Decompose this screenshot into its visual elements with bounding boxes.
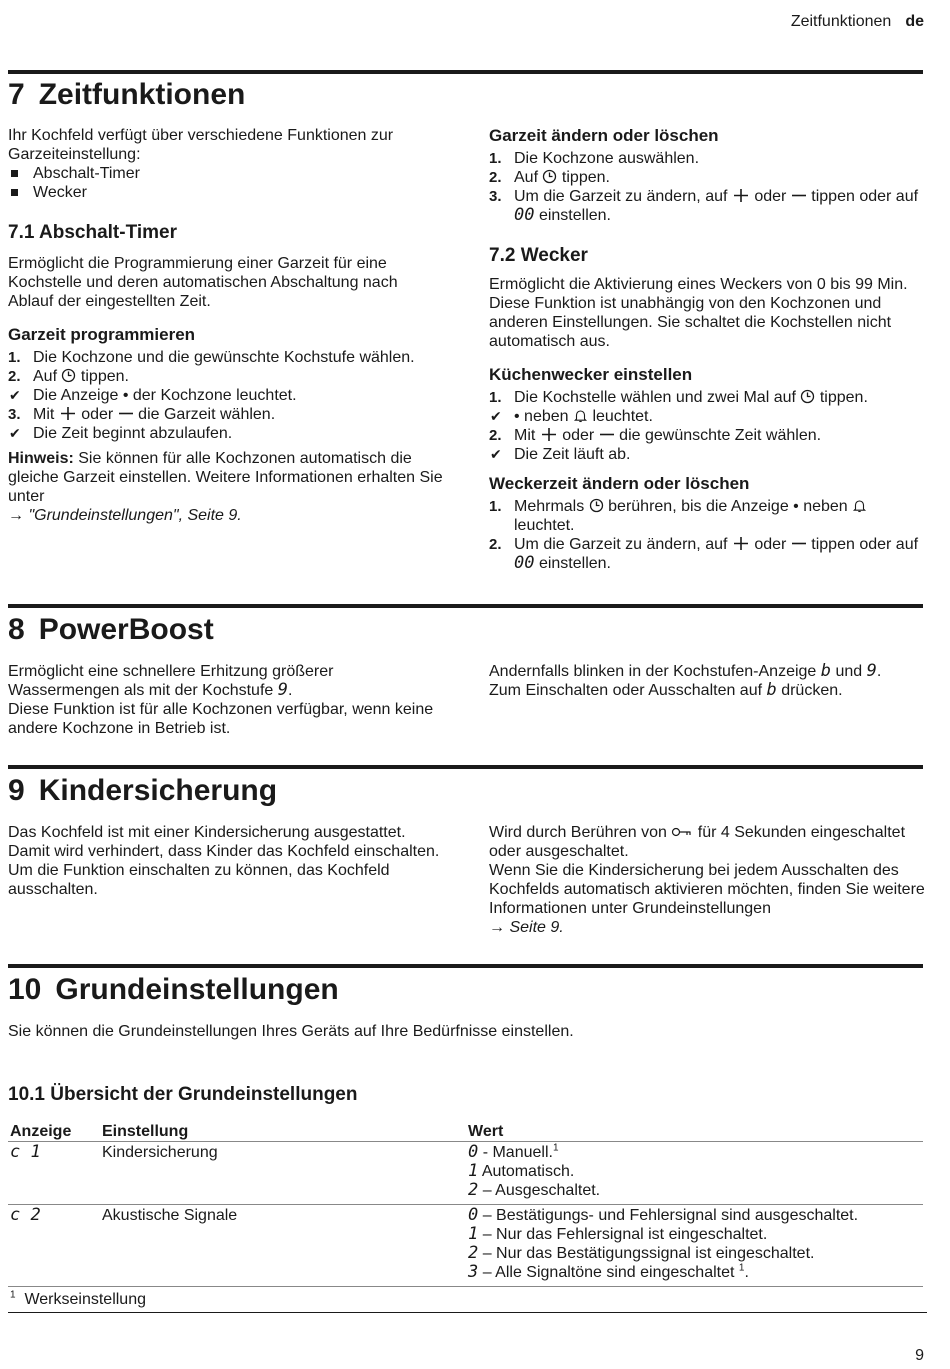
list-item: 2. Um die Garzeit zu ändern, auf oder tippen oder auf 00 einstellen. <box>489 536 919 573</box>
list-item: Wecker <box>8 183 444 202</box>
list-item: Abschalt-Timer <box>8 164 444 183</box>
segment-display: 00 <box>514 553 535 573</box>
plus-icon <box>59 406 77 421</box>
s8-l1: Ermöglicht eine schnellere Erhitzung größerer Wassermengen als mit der Kochstufe 9. <box>8 663 334 700</box>
section-9-right-column <box>489 823 925 937</box>
segment-display: 00 <box>514 205 535 225</box>
timer-icon <box>589 498 604 513</box>
check-icon: ✔ <box>9 387 21 403</box>
table-cell: Akustische Signale <box>100 1205 466 1287</box>
s8-l2: Diese Funktion ist für alle Kochzonen verfügbar, wenn keine andere Kochzone in Betrieb ist. <box>8 701 434 737</box>
change-title: Garzeit ändern oder löschen <box>489 126 719 145</box>
page-number: 9 <box>915 1347 924 1364</box>
header-section: Zeitfunktionen <box>790 13 892 30</box>
list-item: 1. Mehrmals berühren, bis die Anzeige • neben leuchtet. <box>489 497 925 535</box>
table-row <box>8 1205 923 1287</box>
s8-r2: Zum Einschalten oder Ausschalten auf b drücken. <box>489 680 843 700</box>
table-header-row <box>8 1121 923 1142</box>
plus-icon <box>732 536 750 551</box>
section-rule <box>8 604 923 608</box>
timer-icon <box>542 169 557 184</box>
s71-text: Ermöglicht die Programmierung einer Garzeit für eine Kochstelle und deren automatischen Abschaltung nach Ablauf der eingestellten Zeit. <box>8 255 398 310</box>
plus-icon <box>540 427 558 442</box>
list-item: ✔ • neben leuchtet. <box>490 408 653 425</box>
s10-intro: Sie können die Grundeinstellungen Ihres Geräts auf Ihre Bedürfnisse einstellen. <box>8 1023 574 1040</box>
s71-title: 7.1 Abschalt-Timer <box>8 222 177 243</box>
minus-icon <box>791 188 807 203</box>
settings-table <box>8 1121 923 1287</box>
s9-r2: Wenn Sie die Kindersicherung bei jedem Ausschalten des Kochfelds automatisch aktivieren möchten, finden Sie weitere Informationen unter Grundeinstellungen → Seite 9. <box>489 862 925 936</box>
timer-icon <box>61 368 76 383</box>
s9-l2: Um die Funktion einschalten zu können, das Kochfeld ausschalten. <box>8 862 390 898</box>
list-item: 1. Die Kochstelle wählen und zwei Mal auf tippen. <box>489 389 868 406</box>
segment-display: b <box>820 661 832 681</box>
prog-title: Garzeit programmieren <box>8 325 196 344</box>
s72-title: 7.2 Wecker <box>489 245 588 266</box>
table-header: Wert <box>466 1121 923 1142</box>
bell-icon <box>573 408 588 423</box>
list-item: 2. Auf tippen. <box>489 169 610 186</box>
section-7-left-column <box>8 126 444 525</box>
hint: Hinweis: Sie können für alle Kochzonen automatisch die gleiche Garzeit einstellen. Weitere Informationen erhalten Sie unter → "Grundeinstellungen", Seite 9. <box>8 450 443 524</box>
kw-title: Küchenwecker einstellen <box>489 365 693 384</box>
bell-icon <box>852 498 867 513</box>
hint-link[interactable]: "Grundeinstellungen", Seite 9. <box>28 507 242 524</box>
section-rule <box>8 70 923 74</box>
list-item: ✔ Die Zeit läuft ab. <box>490 446 631 463</box>
list-item: 1. Die Kochzone und die gewünschte Kochstufe wählen. <box>8 349 415 366</box>
segment-display: c 2 <box>10 1205 41 1225</box>
section-8-title: 8 PowerBoost <box>8 613 214 646</box>
check-icon: ✔ <box>490 446 502 462</box>
segment-display: 9 <box>866 661 877 681</box>
list-item: ✔ Die Anzeige • der Kochzone leuchtet. <box>9 387 297 404</box>
list-item: 2. Mit oder die gewünschte Zeit wählen. <box>489 427 822 444</box>
check-icon: ✔ <box>9 425 21 441</box>
wz-title: Weckerzeit ändern oder löschen <box>489 474 750 493</box>
minus-icon <box>118 406 134 421</box>
s72-text: Ermöglicht die Aktivierung eines Weckers von 0 bis 99 Min. Diese Funktion ist unabhängig von den Kochzonen und anderen Einstellungen. Sie schaltet die Kochstellen nicht automatisch aus. <box>489 276 908 350</box>
s9-r1: Wird durch Berühren von für 4 Sekunden eingeschaltet oder ausgeschaltet. <box>489 824 906 860</box>
s9-l1: Das Kochfeld ist mit einer Kindersicherung ausgestattet. Damit wird verhindert, dass Kinder das Kochfeld einschalten. <box>8 824 440 860</box>
arrow-icon: → <box>489 919 505 936</box>
key-lock-icon <box>671 825 693 839</box>
list-item: 3. Mit oder die Garzeit wählen. <box>8 406 276 423</box>
section-7-right-column <box>489 126 925 573</box>
table-header: Anzeige <box>8 1121 100 1142</box>
minus-icon <box>599 427 615 442</box>
table-cell: 0 - Manuell.$^1$ 1 Automatisch. 2 – Ausgeschaltet. <box>466 1142 923 1205</box>
header-lang: de <box>905 13 924 30</box>
arrow-icon: → <box>8 507 24 524</box>
list-item: 2. Auf tippen. <box>8 368 129 385</box>
running-header <box>791 12 924 31</box>
list-item: ✔ Die Zeit beginnt abzulaufen. <box>9 425 233 442</box>
table-cell: Kindersicherung <box>100 1142 466 1205</box>
table-footnote: $^1$ Werkseinstellung <box>8 1288 927 1313</box>
section-8-right-column <box>489 662 925 700</box>
segment-display: b <box>766 680 777 700</box>
section-rule <box>8 765 923 769</box>
table-row <box>8 1142 923 1205</box>
list-item: 1. Die Kochzone auswählen. <box>489 150 700 167</box>
s8-r1: Andernfalls blinken in der Kochstufen-Anzeige b und 9. <box>489 661 882 681</box>
section-7-title: 7 Zeitfunktionen <box>8 78 246 111</box>
s7-intro: Ihr Kochfeld verfügt über verschiedene Funktionen zur Garzeiteinstellung: <box>8 127 394 163</box>
check-icon: ✔ <box>490 408 502 424</box>
section-9-title: 9 Kindersicherung <box>8 774 278 807</box>
timer-icon <box>800 389 815 404</box>
table-header: Einstellung <box>100 1121 466 1142</box>
section-rule <box>8 964 923 968</box>
table-cell: 0 – Bestätigungs- und Fehlersignal sind ausgeschaltet. 1 – Nur das Fehlersignal ist eingeschaltet. 2 – Nur das Bestätigungssignal ist eingeschaltet. 3 – Alle Signaltöne sind eingeschaltet $^1$. <box>466 1205 923 1287</box>
section-9-left-column <box>8 823 444 899</box>
segment-display: 9 <box>277 680 288 700</box>
s101-title: 10.1 Übersicht der Grundeinstellungen <box>8 1084 358 1105</box>
s9-link[interactable]: Seite 9. <box>509 919 564 936</box>
list-item: 3. Um die Garzeit zu ändern, auf oder tippen oder auf 00 einstellen. <box>489 188 919 225</box>
minus-icon <box>791 536 807 551</box>
segment-display: c 1 <box>10 1142 41 1162</box>
section-8-left-column <box>8 662 444 738</box>
plus-icon <box>732 188 750 203</box>
section-10-title: 10 Grundeinstellungen <box>8 973 339 1006</box>
